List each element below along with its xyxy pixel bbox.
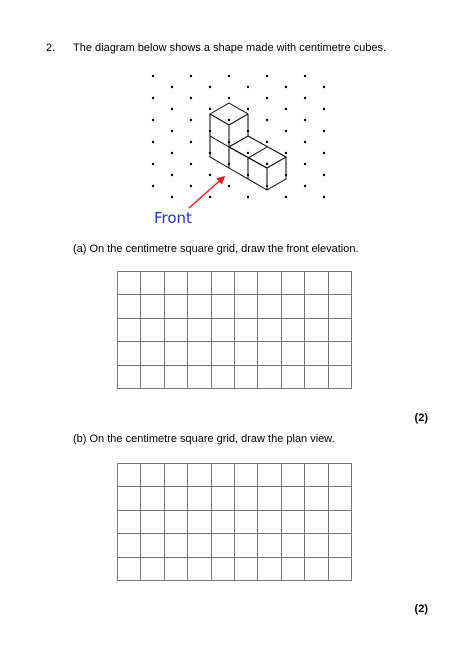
grid-cell[interactable] bbox=[141, 319, 164, 342]
isometric-dot-grid bbox=[152, 75, 325, 198]
grid-dot bbox=[209, 108, 211, 110]
grid-cell[interactable] bbox=[305, 342, 328, 365]
grid-cell[interactable] bbox=[258, 487, 281, 510]
grid-cell[interactable] bbox=[165, 272, 188, 295]
grid-cell[interactable] bbox=[165, 366, 188, 389]
grid-dot bbox=[323, 174, 325, 176]
grid-cell[interactable] bbox=[212, 558, 235, 581]
grid-cell[interactable] bbox=[235, 342, 258, 365]
grid-cell[interactable] bbox=[329, 272, 352, 295]
grid-cell[interactable] bbox=[235, 534, 258, 557]
grid-cell[interactable] bbox=[212, 511, 235, 534]
grid-dot bbox=[247, 86, 249, 88]
question-intro: The diagram below shows a shape made with centimetre cubes. bbox=[73, 42, 387, 54]
grid-cell[interactable] bbox=[258, 464, 281, 487]
grid-cell[interactable] bbox=[282, 487, 305, 510]
grid-dot bbox=[152, 119, 154, 121]
grid-dot bbox=[266, 119, 268, 121]
grid-dot bbox=[152, 97, 154, 99]
grid-cell[interactable] bbox=[188, 272, 211, 295]
grid-cell[interactable] bbox=[188, 558, 211, 581]
grid-cell[interactable] bbox=[235, 319, 258, 342]
grid-dot bbox=[190, 163, 192, 165]
grid-cell[interactable] bbox=[305, 295, 328, 318]
grid-dot bbox=[152, 163, 154, 165]
grid-cell[interactable] bbox=[165, 487, 188, 510]
grid-cell[interactable] bbox=[212, 534, 235, 557]
grid-cell[interactable] bbox=[305, 511, 328, 534]
grid-dot bbox=[266, 141, 268, 143]
grid-cell[interactable] bbox=[212, 487, 235, 510]
grid-cell[interactable] bbox=[329, 511, 352, 534]
grid-cell[interactable] bbox=[188, 319, 211, 342]
grid-dot bbox=[209, 174, 211, 176]
grid-dot bbox=[247, 196, 249, 198]
grid-cell[interactable] bbox=[258, 558, 281, 581]
grid-cell[interactable] bbox=[118, 511, 141, 534]
grid-dot bbox=[285, 196, 287, 198]
grid-cell[interactable] bbox=[188, 295, 211, 318]
grid-cell[interactable] bbox=[305, 319, 328, 342]
grid-cell[interactable] bbox=[329, 534, 352, 557]
grid-cell[interactable] bbox=[305, 558, 328, 581]
grid-dot bbox=[190, 141, 192, 143]
grid-dot bbox=[152, 185, 154, 187]
grid-dot bbox=[304, 163, 306, 165]
grid-cell[interactable] bbox=[235, 558, 258, 581]
part-b-instruction: (b) On the centimetre square grid, draw the plan view. bbox=[73, 433, 335, 445]
grid-cell[interactable] bbox=[118, 534, 141, 557]
grid-cell[interactable] bbox=[141, 558, 164, 581]
grid-cell[interactable] bbox=[258, 366, 281, 389]
grid-cell[interactable] bbox=[212, 295, 235, 318]
grid-cell[interactable] bbox=[235, 366, 258, 389]
grid-dot bbox=[171, 196, 173, 198]
grid-cell[interactable] bbox=[165, 464, 188, 487]
grid-dot bbox=[266, 75, 268, 77]
grid-cell[interactable] bbox=[141, 464, 164, 487]
grid-cell[interactable] bbox=[305, 534, 328, 557]
grid-cell[interactable] bbox=[188, 366, 211, 389]
plan-view-grid[interactable] bbox=[117, 463, 352, 581]
grid-cell[interactable] bbox=[258, 319, 281, 342]
grid-dot bbox=[152, 75, 154, 77]
grid-dot bbox=[171, 130, 173, 132]
grid-dot bbox=[190, 97, 192, 99]
grid-dot bbox=[171, 152, 173, 154]
isometric-shape-diagram bbox=[0, 0, 474, 240]
grid-cell[interactable] bbox=[212, 319, 235, 342]
question-number: 2. bbox=[46, 42, 56, 54]
grid-dot bbox=[285, 130, 287, 132]
grid-cell[interactable] bbox=[165, 342, 188, 365]
grid-cell[interactable] bbox=[165, 534, 188, 557]
grid-cell[interactable] bbox=[329, 295, 352, 318]
grid-cell[interactable] bbox=[188, 511, 211, 534]
part-b-marks: (2) bbox=[414, 603, 428, 615]
grid-cell[interactable] bbox=[282, 295, 305, 318]
grid-dot bbox=[171, 174, 173, 176]
grid-dot bbox=[323, 196, 325, 198]
grid-cell[interactable] bbox=[305, 464, 328, 487]
grid-dot bbox=[304, 75, 306, 77]
grid-dot bbox=[228, 119, 230, 121]
grid-cell[interactable] bbox=[329, 342, 352, 365]
grid-cell[interactable] bbox=[235, 487, 258, 510]
grid-dot bbox=[266, 97, 268, 99]
grid-dot bbox=[323, 86, 325, 88]
grid-cell[interactable] bbox=[118, 464, 141, 487]
grid-cell[interactable] bbox=[258, 342, 281, 365]
grid-dot bbox=[171, 108, 173, 110]
grid-cell[interactable] bbox=[282, 558, 305, 581]
grid-cell[interactable] bbox=[329, 558, 352, 581]
grid-cell[interactable] bbox=[165, 558, 188, 581]
grid-cell[interactable] bbox=[165, 295, 188, 318]
grid-cell[interactable] bbox=[282, 534, 305, 557]
grid-cell[interactable] bbox=[118, 558, 141, 581]
grid-cell[interactable] bbox=[118, 295, 141, 318]
grid-cell[interactable] bbox=[212, 464, 235, 487]
part-a-marks: (2) bbox=[414, 412, 428, 424]
grid-cell[interactable] bbox=[235, 272, 258, 295]
grid-cell[interactable] bbox=[305, 272, 328, 295]
grid-cell[interactable] bbox=[118, 366, 141, 389]
grid-dot bbox=[304, 97, 306, 99]
grid-cell[interactable] bbox=[329, 366, 352, 389]
grid-cell[interactable] bbox=[235, 295, 258, 318]
grid-dot bbox=[228, 75, 230, 77]
grid-cell[interactable] bbox=[282, 319, 305, 342]
grid-cell[interactable] bbox=[188, 487, 211, 510]
grid-cell[interactable] bbox=[282, 342, 305, 365]
grid-dot bbox=[209, 196, 211, 198]
cube-shape bbox=[210, 103, 286, 190]
grid-dot bbox=[190, 119, 192, 121]
grid-cell[interactable] bbox=[188, 534, 211, 557]
grid-cell[interactable] bbox=[118, 342, 141, 365]
part-a-instruction: (a) On the centimetre square grid, draw the front elevation. bbox=[73, 243, 359, 255]
grid-dot bbox=[247, 152, 249, 154]
grid-dot bbox=[190, 185, 192, 187]
front-label: Front bbox=[154, 209, 192, 227]
grid-cell[interactable] bbox=[141, 534, 164, 557]
grid-dot bbox=[285, 152, 287, 154]
grid-dot bbox=[228, 185, 230, 187]
grid-dot bbox=[304, 185, 306, 187]
grid-dot bbox=[304, 141, 306, 143]
grid-cell[interactable] bbox=[141, 295, 164, 318]
grid-cell[interactable] bbox=[305, 366, 328, 389]
grid-dot bbox=[152, 141, 154, 143]
grid-cell[interactable] bbox=[141, 342, 164, 365]
grid-cell[interactable] bbox=[258, 295, 281, 318]
grid-cell[interactable] bbox=[165, 319, 188, 342]
front-elevation-grid[interactable] bbox=[117, 271, 352, 389]
grid-cell[interactable] bbox=[118, 487, 141, 510]
grid-dot bbox=[304, 119, 306, 121]
grid-cell[interactable] bbox=[258, 511, 281, 534]
front-arrow bbox=[189, 177, 224, 208]
grid-dot bbox=[266, 163, 268, 165]
grid-dot bbox=[209, 86, 211, 88]
grid-dot bbox=[228, 97, 230, 99]
grid-cell[interactable] bbox=[282, 511, 305, 534]
grid-cell[interactable] bbox=[329, 319, 352, 342]
grid-cell[interactable] bbox=[212, 342, 235, 365]
grid-cell[interactable] bbox=[141, 511, 164, 534]
grid-dot bbox=[323, 152, 325, 154]
grid-cell[interactable] bbox=[329, 464, 352, 487]
grid-dot bbox=[247, 108, 249, 110]
grid-cell[interactable] bbox=[282, 464, 305, 487]
grid-cell[interactable] bbox=[235, 464, 258, 487]
grid-cell[interactable] bbox=[141, 272, 164, 295]
grid-cell[interactable] bbox=[305, 487, 328, 510]
grid-cell[interactable] bbox=[118, 272, 141, 295]
grid-cell[interactable] bbox=[282, 366, 305, 389]
grid-cell[interactable] bbox=[258, 534, 281, 557]
grid-cell[interactable] bbox=[141, 366, 164, 389]
grid-dot bbox=[171, 86, 173, 88]
grid-cell[interactable] bbox=[165, 511, 188, 534]
grid-cell[interactable] bbox=[212, 366, 235, 389]
grid-cell[interactable] bbox=[258, 272, 281, 295]
grid-dot bbox=[190, 75, 192, 77]
grid-cell[interactable] bbox=[212, 272, 235, 295]
grid-cell[interactable] bbox=[188, 464, 211, 487]
grid-cell[interactable] bbox=[118, 319, 141, 342]
grid-cell[interactable] bbox=[188, 342, 211, 365]
grid-dot bbox=[285, 108, 287, 110]
grid-cell[interactable] bbox=[329, 487, 352, 510]
grid-cell[interactable] bbox=[235, 511, 258, 534]
grid-dot bbox=[323, 130, 325, 132]
grid-dot bbox=[323, 108, 325, 110]
grid-cell[interactable] bbox=[282, 272, 305, 295]
grid-dot bbox=[285, 86, 287, 88]
grid-cell[interactable] bbox=[141, 487, 164, 510]
